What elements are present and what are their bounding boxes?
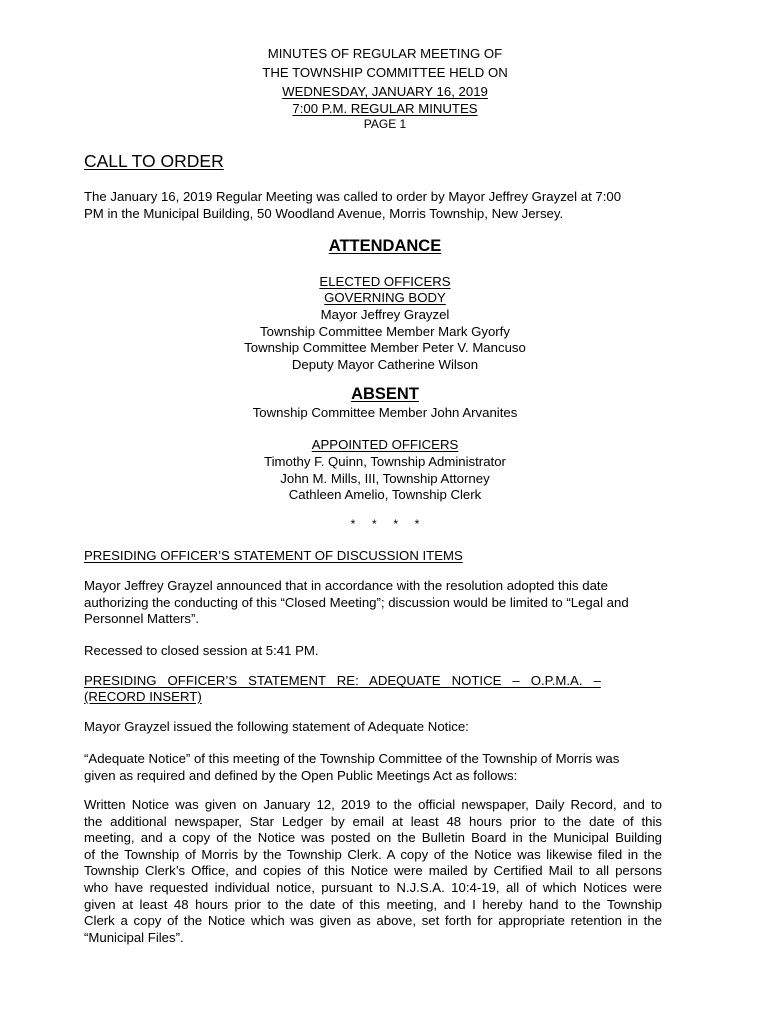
call-to-order-line-1: The January 16, 2019 Regular Meeting was called to order by Mayor Jeffrey Grayzel at 7:00 (84, 189, 622, 204)
governing-body-text: GOVERNING BODY (324, 290, 446, 305)
written-notice-line: the additional newspaper, Star Ledger by email at least 48 hours prior to the date of this (84, 813, 662, 829)
written-notice-line: who have requested individual notice, pursuant to N.J.S.A. 10:4-19, all of which Notices were (84, 880, 662, 895)
attendee: Mayor Jeffrey Grayzel (320, 307, 450, 322)
discussion-line-3: Personnel Matters”. (84, 611, 200, 626)
elected-officers-label (0, 274, 770, 289)
adequate-notice-quote-line-1: “Adequate Notice” of this meeting of the Township Committee of the Township of Morris was (84, 751, 620, 766)
written-notice-line: of the Township of Morris by the Township Clerk. A copy of the Notice was likewise filed in the (84, 846, 662, 862)
absent-heading: ABSENT (351, 385, 419, 403)
page-number: PAGE 1 (363, 117, 407, 131)
attendance-heading: ATTENDANCE (328, 237, 442, 255)
attendee: Township Committee Member Peter V. Mancuso (244, 340, 526, 355)
adequate-notice-intro: Mayor Grayzel issued the following statement of Adequate Notice: (84, 719, 469, 734)
appointed-officers-label (0, 437, 770, 452)
header-time (0, 101, 770, 116)
written-notice-line: Township Clerk’s Office, and copies of this Notice were mailed by Certified Mail to all persons (84, 863, 662, 879)
call-to-order-heading: CALL TO ORDER (84, 151, 224, 171)
appointed-officers-text: APPOINTED OFFICERS (311, 437, 459, 452)
appointed-officer: John M. Mills, III, Township Attorney (280, 471, 490, 486)
appointed-officer: Timothy F. Quinn, Township Administrator (264, 454, 506, 469)
written-notice-line: Clerk a copy of the Notice which was given as above, set forth for appropriate retention in the (84, 913, 662, 929)
written-notice-line: given at least 48 hours prior to the date of this meeting, and I hereby hand to the Township (84, 896, 662, 912)
header-date-text: WEDNESDAY, JANUARY 16, 2019 (282, 84, 488, 99)
discussion-line-1: Mayor Jeffrey Grayzel announced that in accordance with the resolution adopted this date (84, 578, 608, 593)
attendee: Township Committee Member Mark Gyorfy (260, 324, 510, 339)
discussion-line-2: authorizing the conducting of this “Closed Meeting”; discussion would be limited to “Legal and (84, 595, 629, 610)
section-separator: * * * * (350, 517, 420, 531)
recess-note: Recessed to closed session at 5:41 PM. (84, 643, 319, 658)
written-notice-line: Written Notice was given on January 12, 2019 to the official newspaper, Daily Record, and to (84, 797, 662, 812)
record-insert-label: (RECORD INSERT) (84, 689, 202, 704)
written-notice-line: “Municipal Files”. (84, 929, 184, 945)
header-time-text: 7:00 P.M. REGULAR MINUTES (292, 101, 478, 116)
governing-body-label (0, 290, 770, 305)
header-line-2: THE TOWNSHIP COMMITTEE HELD ON (262, 65, 508, 80)
header-line-1: MINUTES OF REGULAR MEETING OF (267, 46, 503, 61)
attendee: Deputy Mayor Catherine Wilson (291, 357, 479, 372)
adequate-notice-heading: PRESIDING OFFICER’S STATEMENT RE: ADEQUATE NOTICE – O.P.M.A. – (84, 673, 601, 688)
written-notice-line: meeting, and a copy of the Notice was posted on the Bulletin Board in the Municipal Building (84, 830, 662, 846)
adequate-notice-quote-line-2: given as required and defined by the Open Public Meetings Act as follows: (84, 768, 518, 783)
discussion-items-heading: PRESIDING OFFICER’S STATEMENT OF DISCUSSION ITEMS (84, 548, 463, 563)
header-date (0, 84, 770, 99)
appointed-officer: Cathleen Amelio, Township Clerk (288, 487, 482, 502)
absent-member: Township Committee Member John Arvanites (252, 405, 518, 420)
call-to-order-line-2: PM in the Municipal Building, 50 Woodland Avenue, Morris Township, New Jersey. (84, 206, 564, 221)
elected-officers-text: ELECTED OFFICERS (319, 274, 451, 289)
